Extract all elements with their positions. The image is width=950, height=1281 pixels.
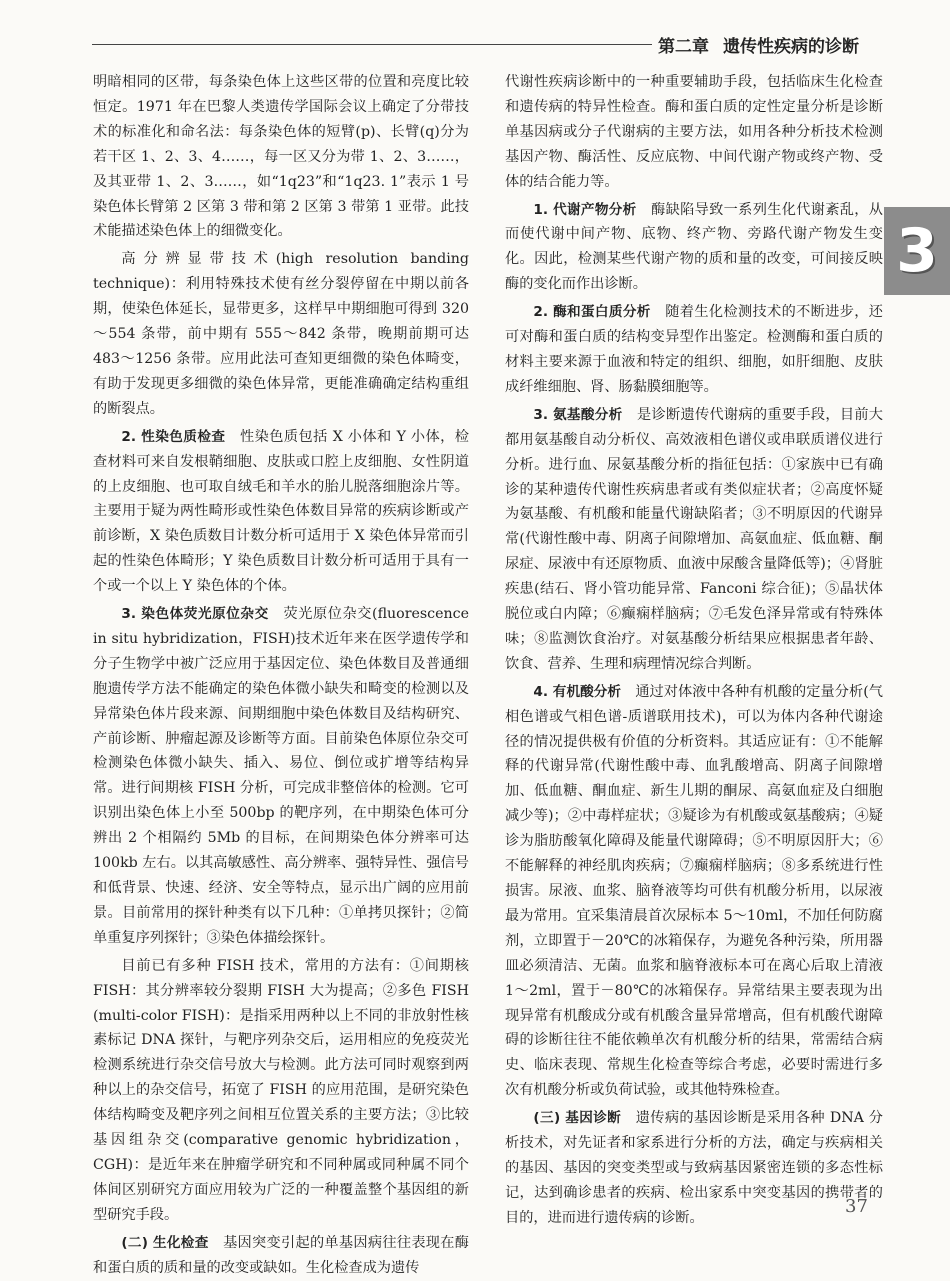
paragraph (93, 602, 469, 951)
paragraph-text: 基因突变引起的单基因病往往表现在酶和蛋白质的质和量的改变或缺如。生化检查成为遗传 (93, 1234, 469, 1276)
chapter-tab (884, 207, 950, 295)
paragraph-text: 代谢性疾病诊断中的一种重要辅助手段，包括临床生化检查和遗传病的特异性检查。酶和蛋白质的定性定量分析是诊断单基因病或分子代谢病的主要方法，如用各种分析技术检测基因产物、酶活性、反应底物、中间代谢产物或终产物、受体的结合能力等。 (505, 74, 883, 190)
paragraph-text: 目前已有多种 FISH 技术，常用的方法有：①间期核 FISH：其分辨率较分裂期 FISH 大为提高；②多色 FISH (multi-color FISH)：是指采用两种以上不同的非放射性核素标记 DNA 探针，与靶序列杂交后，运用相应的免疫荧光检测系统进行杂交信号放大与检测。此方法可同时观察到两种以上的杂交信号，拓宽了 FISH 的应用范围，是研究染色体结构畸变及靶序列之间相互位置关系的主要方法；③比较基因组杂交(comparative genomic hybridization，CGH)：是近年来在肿瘤学研究和不同种属或同种属不同个体间区别研究方面应用较为广泛的一种覆盖整个基因组的新型研究手段。 (93, 957, 469, 1223)
header-rule (92, 44, 652, 45)
right-column (505, 70, 883, 1231)
paragraph (505, 70, 883, 195)
paragraph (93, 247, 469, 421)
section-heading: 3. 染色体荧光原位杂交 (121, 606, 269, 623)
paragraph (505, 198, 883, 298)
section-heading: 4. 有机酸分析 (533, 683, 622, 700)
section-heading: (二) 生化检查 (121, 1234, 209, 1251)
paragraph-text: 明暗相同的区带，每条染色体上这些区带的位置和亮度比较恒定。1971 年在巴黎人类遗传学国际会议上确定了分带技术的标准化和命名法：每条染色体的短臂(p)、长臂(q)分为若干区 1、2、3、4……，每一区又分为带 1、2、3……，及其亚带 1、2、3……，如“1q23”和“1q23. 1”表示 1 号染色体长臂第 2 区第 3 带和第 2 区第 3 带第 1 亚带。此技术能描述染色体上的细微变化。 (93, 74, 469, 240)
left-column (93, 70, 469, 1281)
chapter-title: 遗传性疾病的诊断 (723, 37, 859, 57)
paragraph (505, 403, 883, 677)
section-heading: 2. 酶和蛋白质分析 (533, 304, 651, 321)
paragraph-text: 随着生化检测技术的不断进步，还可对酶和蛋白质的结构变异型作出鉴定。检测酶和蛋白质的材料主要来源于血液和特定的组织、细胞，如肝细胞、皮肤成纤维细胞、肾、肠黏膜细胞等。 (505, 304, 883, 395)
section-heading: 3. 氨基酸分析 (533, 406, 623, 423)
section-heading: (三) 基因诊断 (533, 1110, 622, 1127)
page-number: 37 (845, 1196, 868, 1217)
paragraph (505, 1106, 883, 1231)
paragraph-text: 酶缺陷导致一系列生化代谢紊乱，从而使代谢中间产物、底物、终产物、旁路代谢产物发生变化。因此，检测某些代谢产物的质和量的改变，可间接反映酶的变化而作出诊断。 (505, 201, 883, 293)
running-header (658, 32, 859, 57)
paragraph-text: 性染色质包括 X 小体和 Y 小体，检查材料可来自发根鞘细胞、皮肤或口腔上皮细胞、女性阴道的上皮细胞、也可取自绒毛和羊水的胎儿脱落细胞涂片等。主要用于疑为两性畸形或性染色体数目异常的疾病诊断或产前诊断，X 染色质数目计数分析可适用于 X 染色体异常而引起的性染色体畸形；Y 染色质数目计数分析可适用于具有一个或一个以上 Y 染色体的个体。 (93, 428, 469, 595)
paragraph-text: 遗传病的基因诊断是采用各种 DNA 分析技术，对先证者和家系进行分析的方法，确定与疾病相关的基因、基因的突变类型或与致病基因紧密连锁的多态性标记，达到确诊患者的疾病、检出家系中突变基因的携带者的目的，进而进行遗传病的诊断。 (505, 1110, 883, 1226)
paragraph-text: 高分辨显带技术(high resolution banding technique)：利用特殊技术使有丝分裂停留在中期以前各期，使染色体延长，显带更多，这样早中期细胞可得到 320～554 条带，前中期有 555～842 条带，晚期前期可达 483～1256 条带。应用此法可查知更细微的染色体畸变，有助于发现更多细微的染色体异常，更能准确确定结构重组的断裂点。 (93, 251, 469, 417)
paragraph (93, 954, 469, 1228)
paragraph-text: 荧光原位杂交(fluorescence in situ hybridization，FISH)技术近年来在医学遗传学和分子生物学中被广泛应用于基因定位、染色体数目及普通细胞遗传学方法不能确定的染色体微小缺失和畸变的检测以及异常染色体片段来源、间期细胞中染色体数目及结构研究、产前诊断、肿瘤起源及诊断等方面。目前染色体原位杂交可检测染色体微小缺失、插入、易位、倒位或扩增等结构异常。进行间期核 FISH 分析，可完成非整倍体的检测。它可识别出染色体上小至 500bp 的靶序列，在中期染色体可分辨出 2 个相隔约 5Mb 的目标，在间期染色体分辨率可达 100kb 左右。以其高敏感性、高分辨率、强特异性、强信号和低背景、快速、经济、安全等特点，显示出广阔的应用前景。目前常用的探针种类有以下几种：①单拷贝探针；②简单重复序列探针；③染色体描绘探针。 (93, 606, 469, 946)
paragraph (93, 425, 469, 599)
section-heading: 2. 性染色质检查 (121, 428, 226, 445)
chapter-number: 第二章 (658, 37, 709, 57)
paragraph-text: 是诊断遗传代谢病的重要手段，目前大都用氨基酸自动分析仪、高效液相色谱仪或串联质谱仪进行分析。进行血、尿氨基酸分析的指征包括：①家族中已有确诊的某种遗传代谢性疾病患者或有类似症状者；②高度怀疑为氨基酸、有机酸和能量代谢缺陷者；③不明原因的代谢异常(代谢性酸中毒、阴离子间隙增加、高氨血症、低血糖、酮尿症、尿液中有还原物质、血液中尿酸含量降低等)；④肾脏疾患(结石、肾小管功能异常、Fanconi 综合征)；⑤晶状体脱位或白内障；⑥癫痫样脑病；⑦毛发色泽异常或有特殊体味；⑧监测饮食治疗。对氨基酸分析结果应根据患者年龄、饮食、营养、生理和病理情况综合判断。 (505, 406, 883, 672)
paragraph (93, 70, 469, 244)
paragraph (505, 300, 883, 400)
section-heading: 1. 代谢产物分析 (533, 201, 637, 218)
paragraph (505, 680, 883, 1103)
paragraph (93, 1231, 469, 1281)
paragraph-text: 通过对体液中各种有机酸的定量分析(气相色谱或气相色谱-质谱联用技术)，可以为体内各种代谢途径的情况提供极有价值的分析资料。其适应证有：①不能解释的代谢异常(代谢性酸中毒、血乳酸增高、阴离子间隙增加、低血糖、酮血症、新生儿期的酮尿、高氨血症及白细胞减少等)；②中毒样症状；③疑诊为有机酸或氨基酸病；④疑诊为脂肪酸氧化障碍及能量代谢障碍；⑤不明原因肝大；⑥不能解释的神经肌肉疾病；⑦癫痫样脑病；⑧多系统进行性损害。尿液、血浆、脑脊液等均可供有机酸分析用，以尿液最为常用。宜采集清晨首次尿标本 5～10ml，不加任何防腐剂，立即置于－20℃的冰箱保存，为避免各种污染，所用器皿必须清洁、无菌。血浆和脑脊液标本可在离心后取上清液 1～2ml，置于－80℃的冰箱保存。异常结果主要表现为出现异常有机酸成分或有机酸含量异常增高，但有机酸代谢障碍的诊断往往不能依赖单次有机酸分析的结果，常需结合病史、临床表现、常规生化检查等综合考虑，必要时需进行多次有机酸分析或负荷试验，或其他特殊检查。 (505, 683, 883, 1099)
chapter-tab-number: 3 (896, 216, 938, 286)
